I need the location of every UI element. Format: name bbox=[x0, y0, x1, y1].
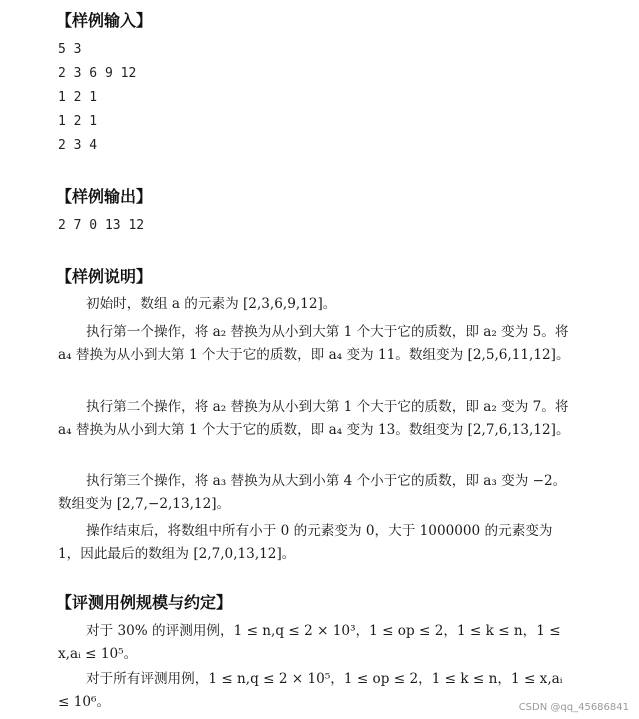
explanation-paragraph: 执行第二个操作，将 a₂ 替换为从小到大第 1 个大于它的质数，即 a₂ 变为 7。将 a₄ 替换为从小到大第 1 个大于它的质数，即 a₄ 变为 13。数组变为 [2,7,6,13,12]。 bbox=[58, 399, 570, 438]
sample-input-heading: 【样例输入】 bbox=[56, 11, 153, 30]
sample-output-line: 2 7 0 13 12 bbox=[58, 218, 145, 233]
sample-explanation-heading: 【样例说明】 bbox=[56, 267, 153, 286]
sample-input-line: 1 2 1 bbox=[58, 114, 98, 129]
limits-paragraph: 对于所有评测用例，1 ≤ n,q ≤ 2 × 10⁵，1 ≤ op ≤ 2，1 ≤ k ≤ n，1 ≤ x,aᵢ ≤ 10⁶。 bbox=[58, 671, 563, 710]
explanation-paragraph: 执行第一个操作，将 a₂ 替换为从小到大第 1 个大于它的质数，即 a₂ 变为 5。将 a₄ 替换为从小到大第 1 个大于它的质数，即 a₄ 变为 11。数组变为 [2,5,6,11,12]。 bbox=[58, 324, 570, 363]
limits-paragraph: 对于 30% 的评测用例，1 ≤ n,q ≤ 2 × 10³，1 ≤ op ≤ 2，1 ≤ k ≤ n，1 ≤ x,aᵢ ≤ 10⁵。 bbox=[58, 623, 561, 662]
sample-input-line: 1 2 1 bbox=[58, 90, 98, 105]
explanation-paragraph: 初始时，数组 a 的元素为 [2,3,6,9,12]。 bbox=[86, 296, 337, 312]
sample-input-line: 2 3 6 9 12 bbox=[58, 66, 137, 81]
sample-input-line: 5 3 bbox=[58, 42, 82, 57]
explanation-paragraph: 执行第三个操作，将 a₃ 替换为从大到小第 4 个小于它的质数，即 a₃ 变为 −2。数组变为 [2,7,−2,13,12]。 bbox=[58, 473, 567, 512]
sample-input-line: 2 3 4 bbox=[58, 138, 98, 153]
limits-heading: 【评测用例规模与约定】 bbox=[56, 593, 233, 612]
csdn-watermark: CSDN @qq_45686841 bbox=[518, 702, 629, 713]
explanation-paragraph: 操作结束后，将数组中所有小于 0 的元素变为 0，大于 1000000 的元素变为 1，因此最后的数组为 [2,7,0,13,12]。 bbox=[58, 523, 553, 562]
sample-output-heading: 【样例输出】 bbox=[56, 187, 153, 206]
